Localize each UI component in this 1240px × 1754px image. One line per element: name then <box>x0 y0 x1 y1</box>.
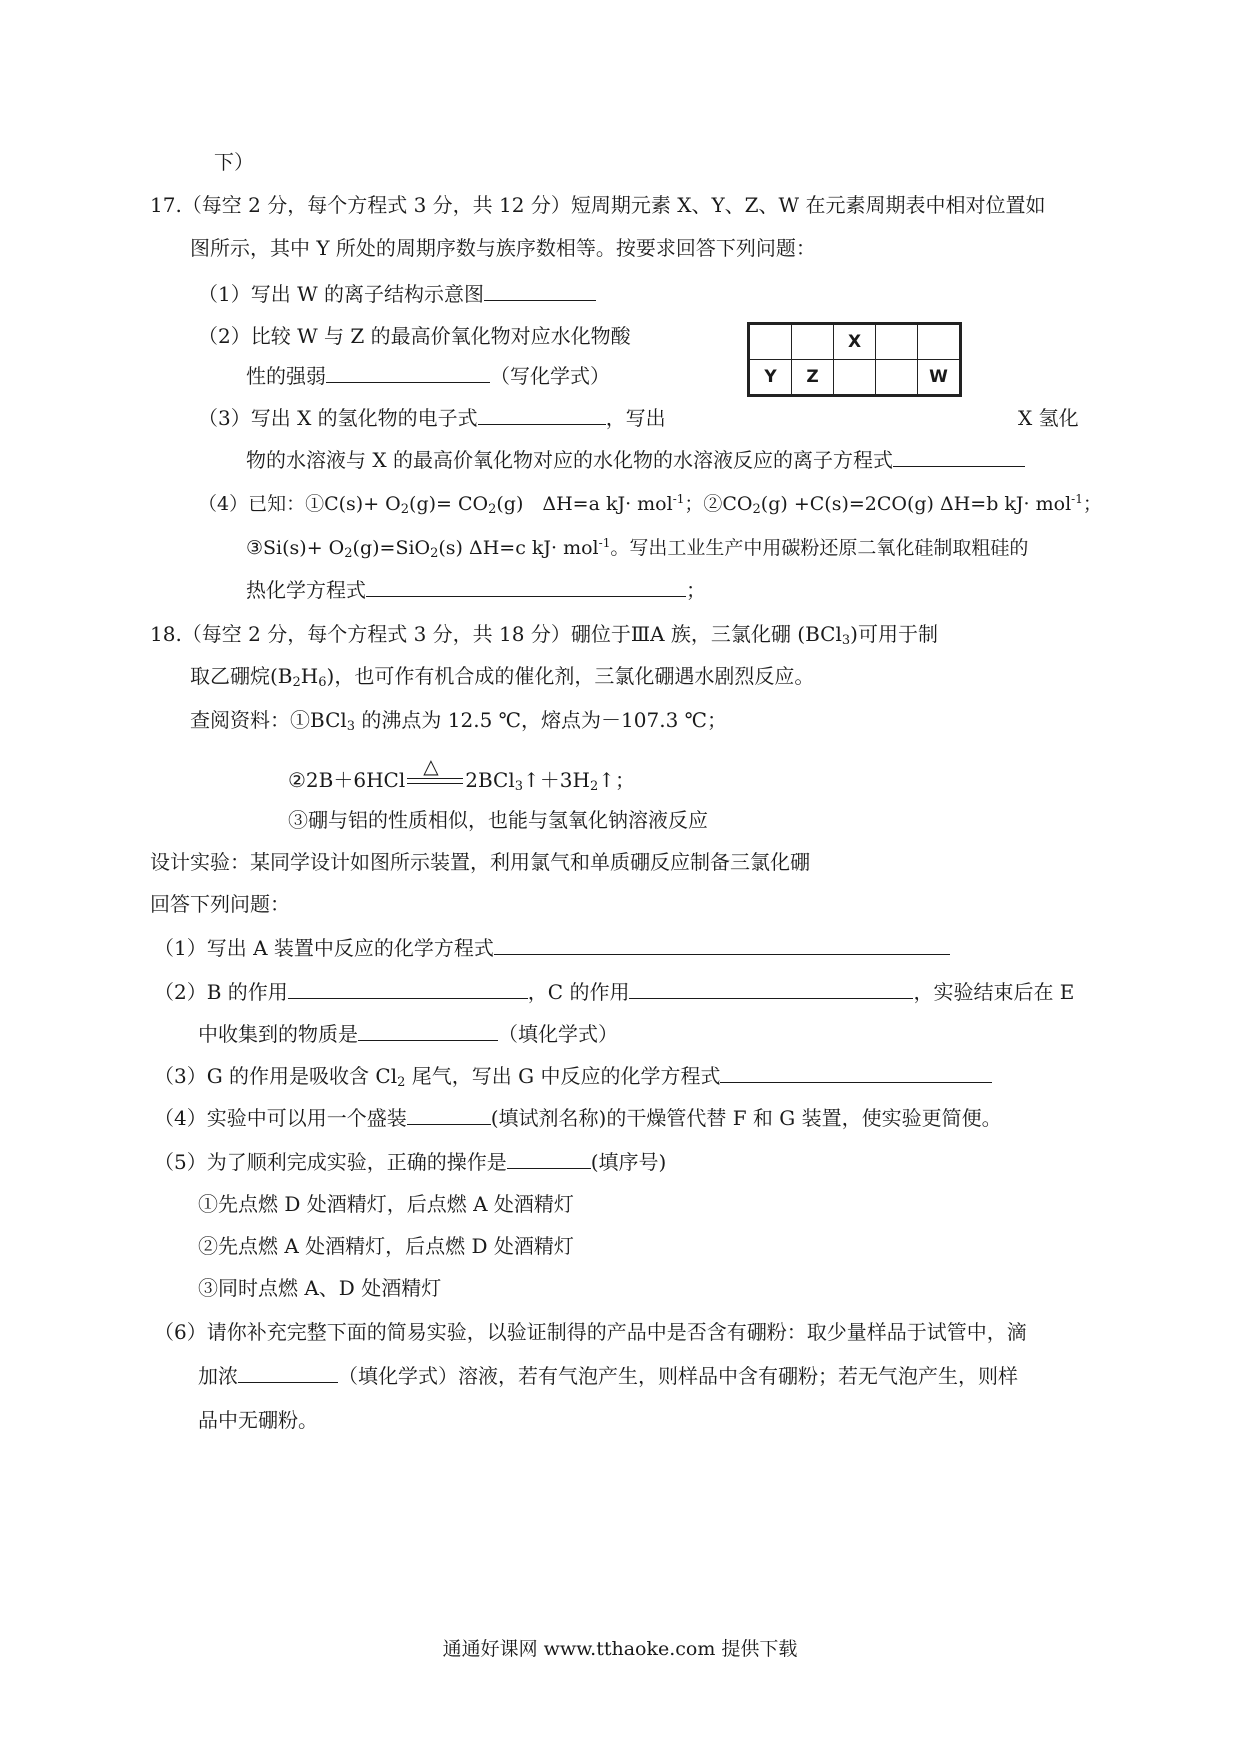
q18-part4-text1: （4）实验中可以用一个盛装 <box>154 1106 407 1130</box>
q18-part2-blank3[interactable] <box>358 1020 498 1041</box>
q17-part1 <box>198 280 596 308</box>
q17-part4-line1 <box>198 490 1102 518</box>
q17-part1-blank[interactable] <box>484 280 596 301</box>
grid-cell <box>792 325 834 360</box>
q18-part6-text2: （填化学式）溶液，若有气泡产生，则样品中含有硼粉；若无气泡产生，则样 <box>338 1364 1018 1388</box>
q17-part3-linewrap: X 氢化 <box>1018 406 1079 430</box>
subscript: 2 <box>344 546 353 561</box>
subscript: 2 <box>589 779 599 794</box>
q18-design: 设计实验：某同学设计如图所示装置，利用氯气和单质硼反应制备三氯化硼 <box>150 850 810 874</box>
q18-part2-text4: 中收集到的物质是 <box>198 1022 358 1046</box>
q18-part1 <box>154 934 950 962</box>
q18-reference-3: ③硼与铝的性质相似，也能与氢氧化钠溶液反应 <box>288 808 708 832</box>
q17-part4-line3 <box>246 576 706 604</box>
subscript: 6 <box>318 675 327 690</box>
q17-stem-line2: 图所示，其中 Y 所处的周期序数与族序数相等。按要求回答下列问题： <box>190 236 816 260</box>
superscript: -1 <box>598 536 611 550</box>
q18-stem-line2 <box>190 662 814 690</box>
q17-part4-end: ； <box>686 578 706 602</box>
q17-part2-line1: （2）比较 W 与 Z 的最高价氧化物对应水化物酸 <box>198 324 631 348</box>
q18-reference-2 <box>288 753 635 794</box>
q18-answer-prompt: 回答下列问题： <box>150 892 290 916</box>
q17-part1-text: （1）写出 W 的离子结构示意图 <box>198 282 484 306</box>
subscript: 3 <box>514 779 523 794</box>
q18-part6-line2 <box>198 1362 1018 1390</box>
q18-part6-line3: 品中无硼粉。 <box>198 1408 318 1432</box>
q17-part3-text3: 物的水溶液与 X 的最高价氧化物对应的水化物的水溶液反应的离子方程式 <box>246 448 893 472</box>
q17-part3-text2: ，写出 <box>605 406 666 430</box>
q18-ref1-text2: 的沸点为 12.5 ℃，熔点为－107.3 ℃； <box>355 708 728 732</box>
q18-part2-blank1[interactable] <box>288 978 528 999</box>
q18-ref2-end: ↑； <box>598 768 635 792</box>
q18-part1-blank[interactable] <box>494 934 950 955</box>
q18-part1-text: （1）写出 A 装置中反应的化学方程式 <box>154 936 494 960</box>
q17-part4-semicolon: ； <box>1082 493 1102 515</box>
q18-part5-option2: ②先点燃 A 处酒精灯，后点燃 D 处酒精灯 <box>198 1234 574 1258</box>
q17-part2-blank[interactable] <box>326 362 490 383</box>
q17-part4-eq3d: 。写出工业生产中用碳粉还原二氧化硅制取粗硅的 <box>610 537 1029 559</box>
q17-part4-eq2a: ；②CO <box>684 493 753 515</box>
q17-part4-line2 <box>246 534 1028 562</box>
q18-part5-text2: (填序号) <box>590 1150 667 1174</box>
q18-part3-text1: （3）G 的作用是吸收含 Cl <box>154 1064 398 1088</box>
q18-part2-hint: （填化学式） <box>498 1022 618 1046</box>
q18-part2-text2: ，C 的作用 <box>527 980 630 1004</box>
q17-stem-line1: 17.（每空 2 分，每个方程式 3 分，共 12 分）短周期元素 X、Y、Z、W 在元素周期表中相对位置如 <box>150 193 1046 217</box>
q18-part2-line1 <box>154 978 1074 1006</box>
q18-ref1-text: 查阅资料：①BCl <box>190 708 347 732</box>
q18-part3-text2: 尾气，写出 G 中反应的化学方程式 <box>405 1064 721 1088</box>
periodic-table-fragment <box>747 322 962 397</box>
q18-ref2-product2: ↑＋3H <box>523 768 590 792</box>
q18-reference-1 <box>190 706 727 734</box>
q18-part5-option1: ①先点燃 D 处酒精灯，后点燃 A 处酒精灯 <box>198 1192 574 1216</box>
q18-part4 <box>154 1104 1002 1132</box>
q17-part3-text: （3）写出 X 的氢化物的电子式 <box>198 406 478 430</box>
q17-part2-text: 性的强弱 <box>246 364 326 388</box>
q17-part4-eq1c: (g) ΔH=a kJ· mol <box>496 493 673 515</box>
q17-part4-eq2b: (g) +C(s)=2CO(g) ΔH=b kJ· mol <box>760 493 1072 515</box>
q18-part5-text1: （5）为了顺利完成实验，正确的操作是 <box>154 1150 507 1174</box>
q18-part5-option3: ③同时点燃 A、D 处酒精灯 <box>198 1276 442 1300</box>
q18-ref2-product1: 2BCl <box>465 768 515 792</box>
heat-triangle: △ <box>423 753 439 778</box>
q18-part2-line2 <box>198 1020 618 1048</box>
q17-part4-eq3a: ③Si(s)+ O <box>246 537 345 559</box>
superscript: -1 <box>672 492 685 506</box>
q17-part3-line2 <box>246 446 1025 474</box>
q18-stem-line1 <box>150 620 938 648</box>
q18-part6-text1: 加浓 <box>198 1364 238 1388</box>
q17-part4-eq3c: (s) ΔH=c kJ· mol <box>438 537 599 559</box>
grid-cell <box>876 325 918 360</box>
q18-part4-text2: (填试剂名称)的干燥管代替 F 和 G 装置，使实验更简便。 <box>490 1106 1002 1130</box>
q18-part2-text3: ，实验结束后在 E <box>913 980 1075 1004</box>
q18-stem-text2b: H <box>300 664 319 688</box>
subscript: 2 <box>488 502 497 517</box>
grid-cell-z: Z <box>792 360 834 395</box>
grid-cell <box>918 325 960 360</box>
grid-cell-w: W <box>918 360 960 395</box>
subscript: 2 <box>400 502 410 517</box>
q18-part2-blank2[interactable] <box>629 978 913 999</box>
page-footer: 通通好课网 www.tthaoke.com 提供下载 <box>442 1638 798 1660</box>
q18-part6-blank[interactable] <box>238 1362 338 1383</box>
grid-cell <box>834 360 876 395</box>
subscript: 2 <box>430 546 439 561</box>
q18-stem-text1b: )可用于制 <box>850 622 938 646</box>
q18-ref2-reactants: ②2B＋6HCl <box>288 768 406 792</box>
grid-cell-y: Y <box>750 360 792 395</box>
q18-part6-line1: （6）请你补充完整下面的简易实验，以验证制得的产品中是否含有硼粉：取少量样品于试管中，滴 <box>154 1320 1027 1344</box>
q17-part4-blank[interactable] <box>366 576 686 597</box>
q17-part4-eq1: （4）已知：①C(s)+ O <box>198 493 401 515</box>
q18-part4-blank[interactable] <box>407 1104 491 1125</box>
subscript: 3 <box>346 719 356 734</box>
q18-stem-text2c: )，也可作有机合成的催化剂，三氯化硼遇水剧烈反应。 <box>326 664 815 688</box>
q18-part5 <box>154 1148 666 1176</box>
q18-stem-text1: 18.（每空 2 分，每个方程式 3 分，共 18 分）硼位于ⅢA 族，三氯化硼 (BCl <box>150 622 842 646</box>
q17-part4-eq3b: (g)=SiO <box>352 537 431 559</box>
q18-part2-text1: （2）B 的作用 <box>154 980 288 1004</box>
q18-part3-blank[interactable] <box>720 1062 992 1083</box>
grid-cell-x: X <box>834 325 876 360</box>
subscript: 2 <box>397 1075 406 1090</box>
subscript: 3 <box>841 633 851 648</box>
q17-part4-text: 热化学方程式 <box>246 578 366 602</box>
q18-part5-blank[interactable] <box>507 1148 591 1169</box>
grid-cell <box>750 325 792 360</box>
q17-part2-line2 <box>246 362 610 390</box>
q17-part3-blank1[interactable] <box>478 404 606 425</box>
q18-stem-text2: 取乙硼烷(B <box>190 664 293 688</box>
q17-part4-eq1b: (g)= CO <box>409 493 489 515</box>
prev-question-tail: 下） <box>214 150 254 174</box>
q17-part3-line1 <box>198 404 666 432</box>
subscript: 2 <box>752 502 761 517</box>
subscript: 2 <box>292 675 301 690</box>
q17-part3-blank2[interactable] <box>893 446 1025 467</box>
grid-cell <box>876 360 918 395</box>
heat-equals-sign <box>407 753 463 788</box>
q18-part3 <box>154 1062 992 1090</box>
superscript: -1 <box>1071 492 1083 506</box>
q17-part2-hint: （写化学式） <box>490 364 610 388</box>
